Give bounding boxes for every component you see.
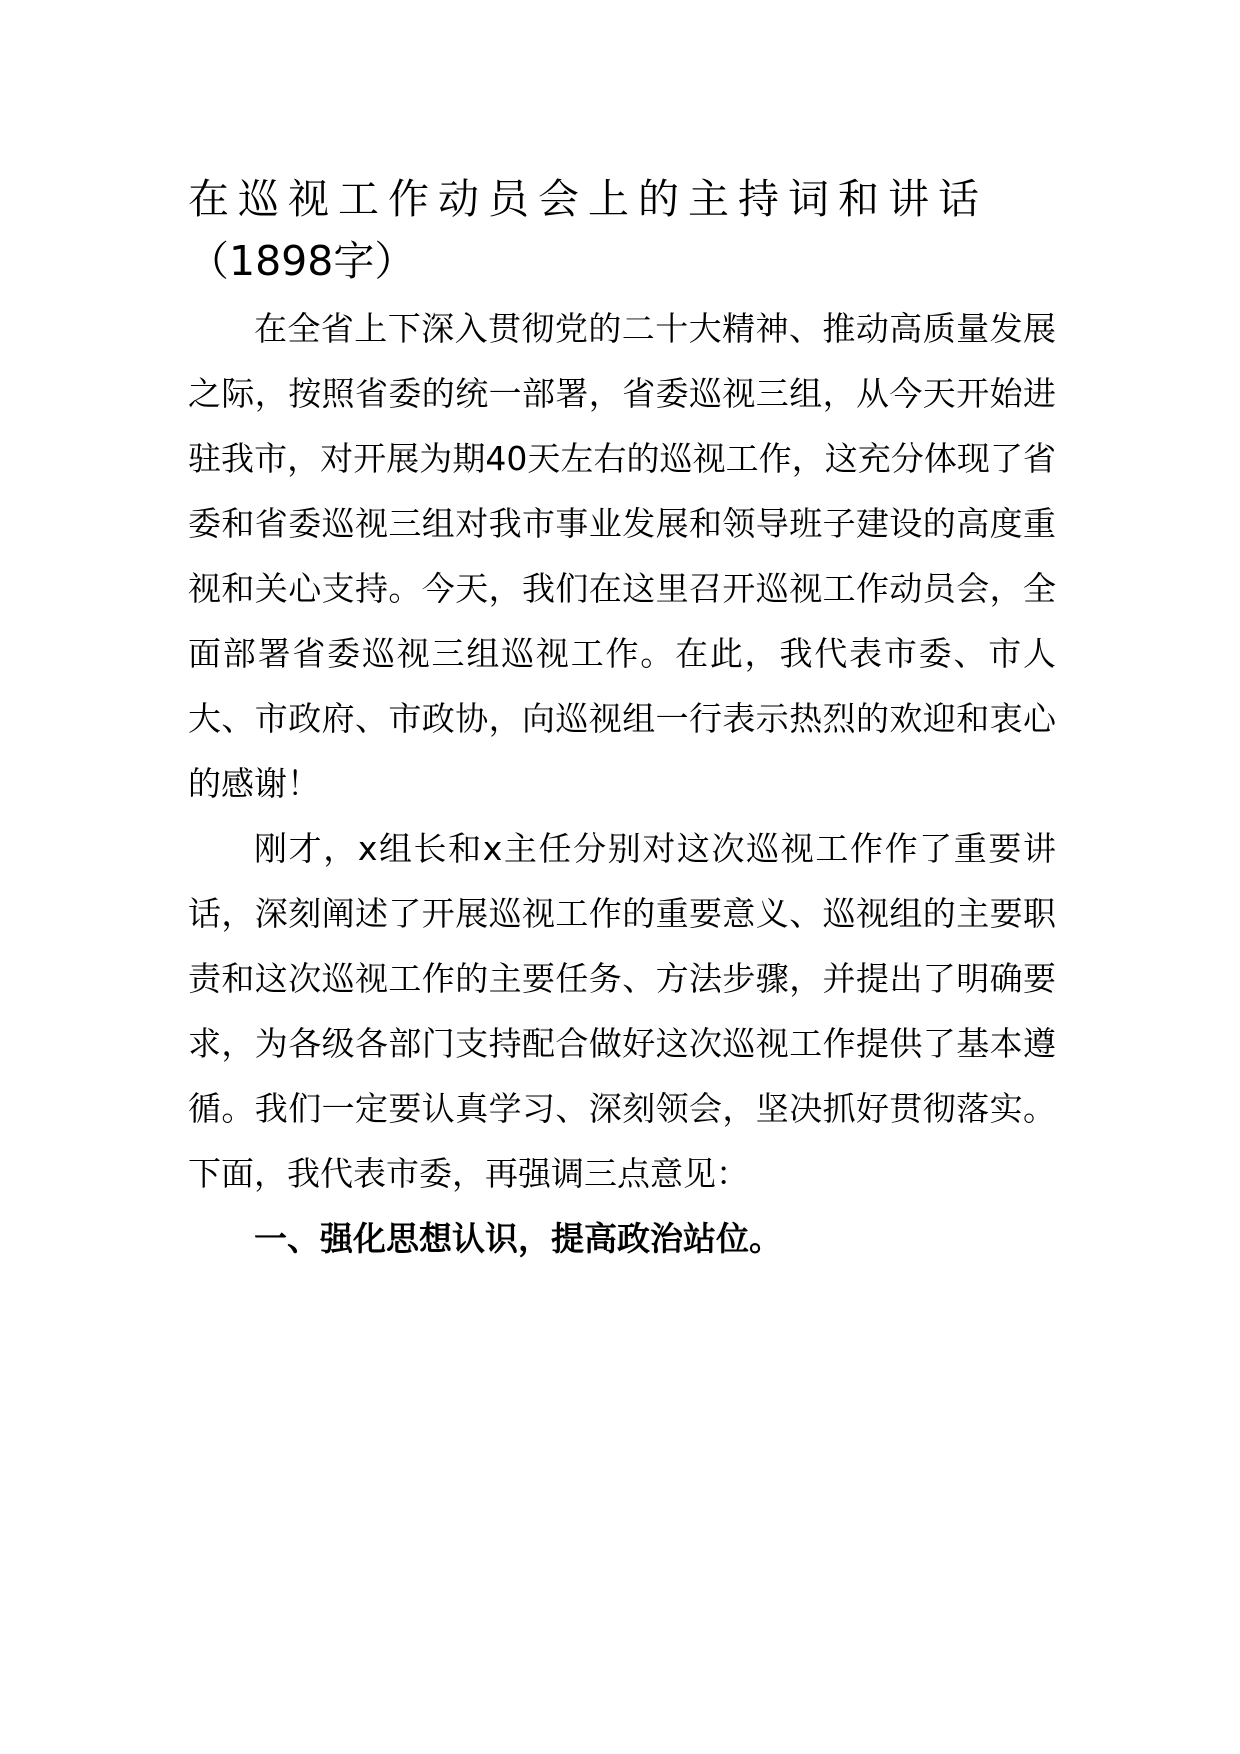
title-main: 在巡视工作动员会上的主持词和讲话 (188, 175, 988, 223)
title-word-count: （1898字） (188, 237, 416, 285)
document-title (188, 168, 1056, 292)
section-heading-one: 一、强化思想认识，提高政治站位。 (254, 1219, 782, 1258)
document-body (188, 168, 1056, 1271)
paragraph-second: 刚才，x组长和x主任分别对这次巡视工作作了重要讲话，深刻阐述了开展巡视工作的重要意义、巡视组的主要职责和这次巡视工作的主要任务、方法步骤，并提出了明确要求，为各级各部门支持配合做好这次巡视工作提供了基本遵循。我们一定要认真学习、深刻领会，坚决抓好贯彻落实。下面，我代表市委，再强调三点意见： (188, 829, 1056, 1193)
paragraph-opening: 在全省上下深入贯彻党的二十大精神、推动高质量发展之际，按照省委的统一部署，省委巡视三组，从今天开始进驻我市，对开展为期40天左右的巡视工作，这充分体现了省委和省委巡视三组对我市事业发展和领导班子建设的高度重视和关心支持。今天，我们在这里召开巡视工作动员会，全面部署省委巡视三组巡视工作。在此，我代表市委、市人大、市政府、市政协，向巡视组一行表示热烈的欢迎和衷心的感谢！ (188, 309, 1056, 803)
